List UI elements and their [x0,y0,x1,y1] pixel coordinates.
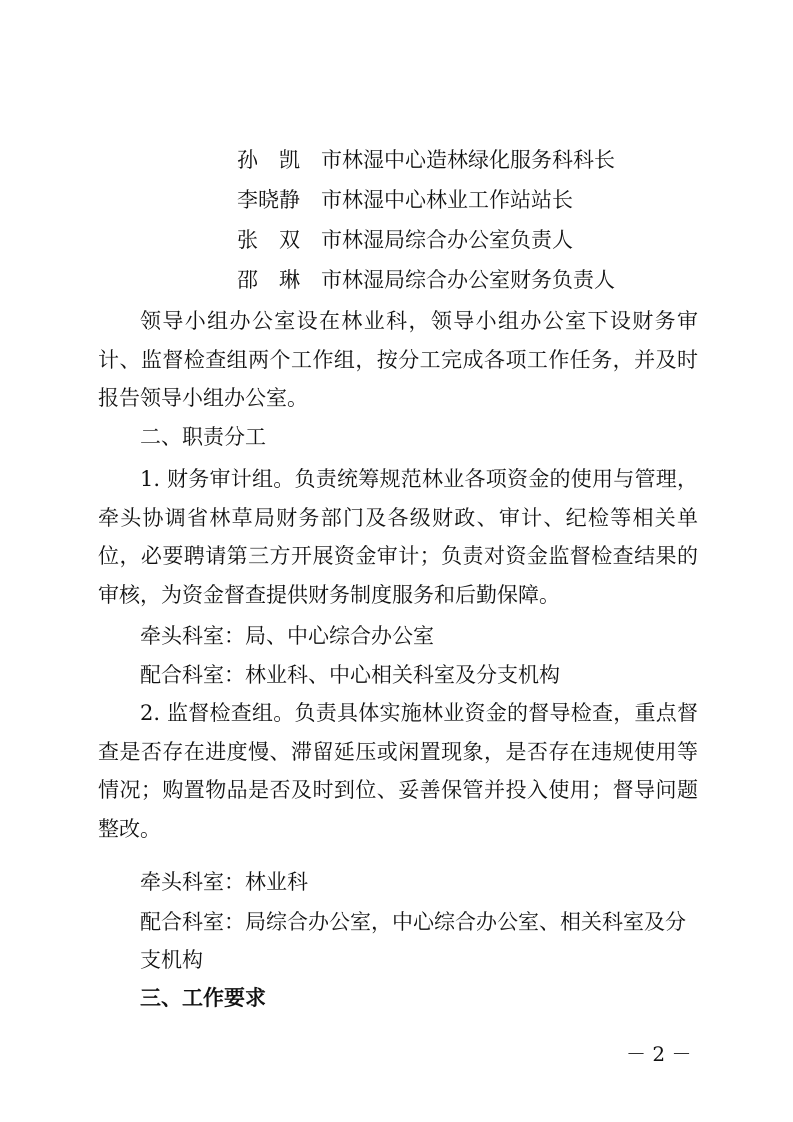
finance-support-office: 配合科室：林业科、中心相关科室及分支机构 [140,663,560,687]
office-paragraph: 领导小组办公室设在林业科，领导小组办公室下设财务审计、监督检查组两个工作组，按分工完成各项工作任务，并及时报告领导小组办公室。 [98,309,698,411]
member-row [237,186,573,214]
member-role: 市林湿局综合办公室负责人 [321,228,573,252]
supervision-support-office: 配合科室：局综合办公室，中心综合办公室、相关科室及分 [140,910,686,934]
member-row [237,226,573,254]
supervision-group-paragraph: 2. 监督检查组。负责具体实施林业资金的督导检查，重点督查是否存在进度慢、滞留延压或闲置现象，是否存在违规使用等情况；购置物品是否及时到位、妥善保管并投入使用；督导问题整改。 [98,701,698,841]
supervision-lead-office: 牵头科室：林业科 [140,870,308,894]
member-name: 孙 凯 [237,148,300,172]
finance-lead-office: 牵头科室：局、中心综合办公室 [140,624,434,648]
member-name: 张 双 [237,228,300,252]
member-name: 李晓静 [237,188,300,212]
page-number: － 2 － [626,1042,692,1066]
member-row [237,266,615,294]
finance-group-paragraph: 1. 财务审计组。负责统筹规范林业各项资金的使用与管理，牵头协调省林草局财务部门及各级财政、审计、纪检等相关单位，必要聘请第三方开展资金审计；负责对资金监督检查结果的审核，为资金督查提供财务制度服务和后勤保障。 [98,467,698,607]
member-role: 市林湿局综合办公室财务负责人 [321,268,615,292]
member-role: 市林湿中心林业工作站站长 [321,188,573,212]
member-name: 邵 琳 [237,268,300,292]
section2-heading: 二、职责分工 [140,425,266,449]
member-row [237,146,615,174]
member-role: 市林湿中心造林绿化服务科科长 [321,148,615,172]
section3-heading: 三、工作要求 [140,985,266,1010]
supervision-support-office-cont: 支机构 [140,948,203,972]
